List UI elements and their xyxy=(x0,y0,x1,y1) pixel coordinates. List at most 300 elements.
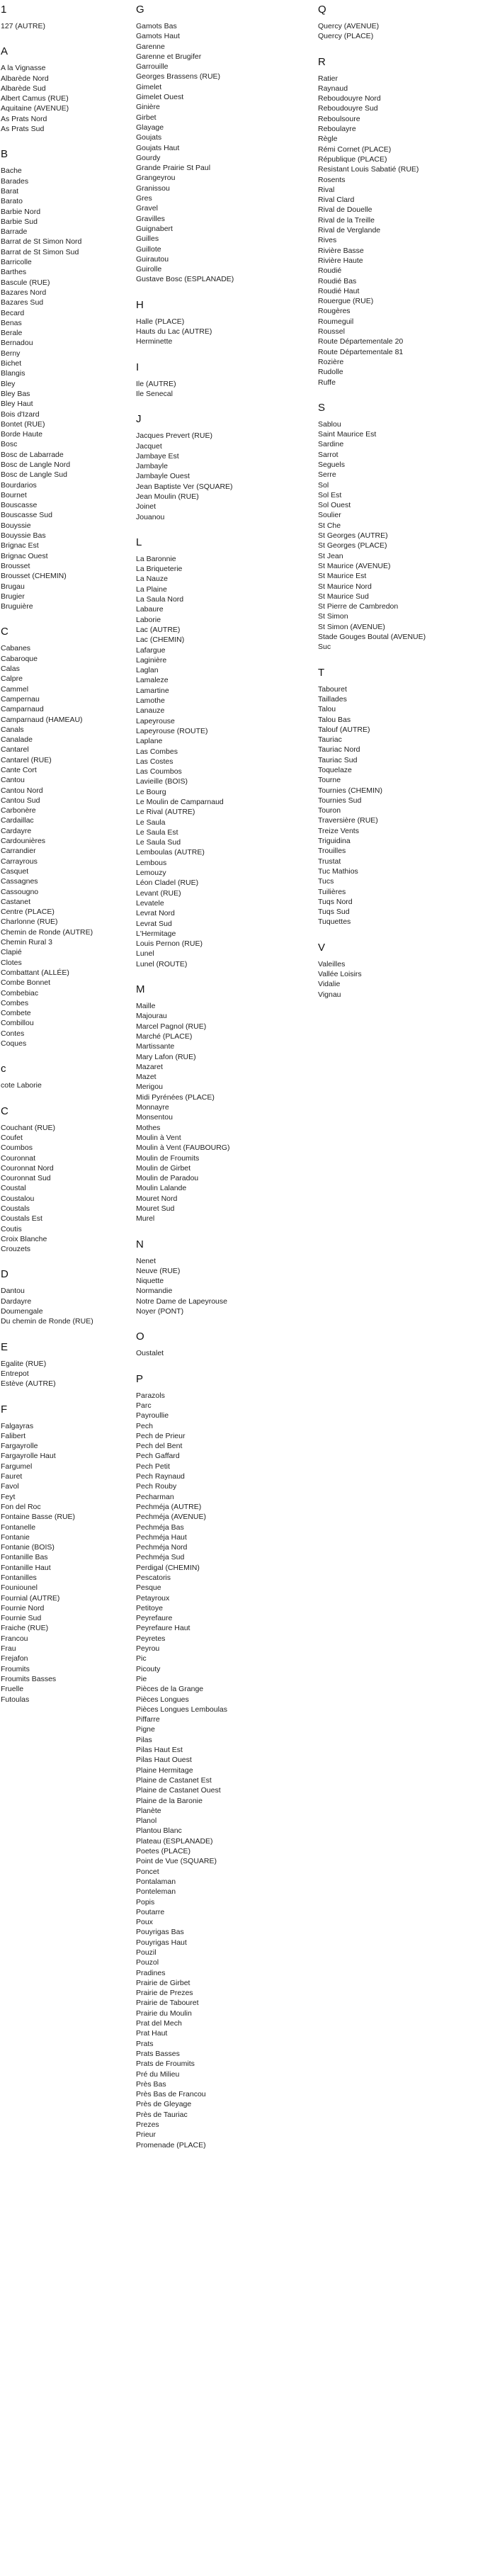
street-link[interactable]: Laborie xyxy=(136,615,161,624)
street-link[interactable]: Moulin de Froumits xyxy=(136,1153,200,1163)
street-link[interactable]: Coustals Est xyxy=(1,1214,42,1224)
street-link[interactable]: Moulin à Vent (FAUBOURG) xyxy=(136,1143,230,1153)
street-link[interactable]: Plateau (ESPLANADE) xyxy=(136,1836,213,1846)
street-link[interactable]: Bley Bas xyxy=(1,389,30,398)
street-link[interactable]: Georges Brassens (RUE) xyxy=(136,72,221,81)
street-link[interactable]: Pilas Haut Est xyxy=(136,1746,183,1755)
street-link[interactable]: Grande Prairie St Paul xyxy=(136,164,211,173)
street-link[interactable]: Borde Haute xyxy=(1,430,42,439)
street-link[interactable]: Planète xyxy=(136,1806,161,1815)
street-link[interactable]: Peyrefaure xyxy=(136,1614,173,1623)
street-link[interactable]: Fournie Sud xyxy=(1,1614,42,1623)
street-link[interactable]: 127 (AUTRE) xyxy=(1,22,46,30)
street-link[interactable]: Le Bourg xyxy=(136,787,166,796)
street-link[interactable]: Cardaillac xyxy=(1,816,34,825)
street-link[interactable]: Poux xyxy=(136,1918,153,1927)
street-link[interactable]: Reboulayre xyxy=(318,125,356,134)
street-link[interactable]: Moulin de Paradou xyxy=(136,1174,199,1183)
street-link[interactable]: Roumeguil xyxy=(318,317,354,326)
street-link[interactable]: Castanet xyxy=(1,897,31,906)
street-link[interactable]: Pecharman xyxy=(136,1492,174,1501)
street-link[interactable]: Payroullie xyxy=(136,1411,169,1420)
street-link[interactable]: As Prats Nord xyxy=(1,114,47,123)
street-link[interactable]: Cantarel (RUE) xyxy=(1,755,52,764)
street-link[interactable]: La Nauze xyxy=(136,575,168,584)
street-link[interactable]: Picouty xyxy=(136,1664,161,1673)
street-link[interactable]: Gravel xyxy=(136,204,158,213)
street-link[interactable]: Mouret Sud xyxy=(136,1204,175,1213)
street-link[interactable]: Reboulsoure xyxy=(318,114,360,123)
street-link[interactable]: Prairie de Prezes xyxy=(136,1989,193,1998)
street-link[interactable]: Ile Senecal xyxy=(136,389,173,398)
street-link[interactable]: Tucs xyxy=(318,877,334,886)
street-link[interactable]: Mothes xyxy=(136,1123,161,1132)
street-link[interactable]: Rosents xyxy=(318,175,346,184)
street-link[interactable]: Aquitaine (AVENUE) xyxy=(1,104,69,113)
street-link[interactable]: Gimelet Ouest xyxy=(136,93,184,102)
street-link[interactable]: Coustals xyxy=(1,1204,30,1213)
street-link[interactable]: Dantou xyxy=(1,1287,25,1296)
street-link[interactable]: La Saula Nord xyxy=(136,595,184,604)
street-link[interactable]: Jambayle Ouest xyxy=(136,472,190,481)
street-link[interactable]: Albarède Sud xyxy=(1,84,46,93)
street-link[interactable]: Girbet xyxy=(136,113,157,122)
street-link[interactable]: Pechméja Haut xyxy=(136,1532,187,1542)
street-link[interactable]: Parc xyxy=(136,1401,152,1410)
street-link[interactable]: Lac (CHEMIN) xyxy=(136,635,185,645)
street-link[interactable]: Peyretes xyxy=(136,1634,166,1643)
street-link[interactable]: Ratier xyxy=(318,74,338,83)
street-link[interactable]: Entrepot xyxy=(1,1369,29,1378)
street-link[interactable]: Rival de Verglande xyxy=(318,226,381,235)
street-link[interactable]: Lafargue xyxy=(136,645,166,655)
street-link[interactable]: Petitoye xyxy=(136,1603,163,1612)
street-link[interactable]: Francou xyxy=(1,1634,28,1643)
street-link[interactable]: Cantou xyxy=(1,776,25,785)
street-link[interactable]: Cammel xyxy=(1,684,29,694)
street-link[interactable]: Fargayrolle xyxy=(1,1442,38,1451)
street-link[interactable]: Prairie du Moulin xyxy=(136,2009,192,2018)
street-link[interactable]: Calas xyxy=(1,665,20,674)
street-link[interactable]: Cante Cort xyxy=(1,766,37,774)
street-link[interactable]: Règle xyxy=(318,135,338,144)
street-link[interactable]: Tourne xyxy=(318,776,341,785)
street-link[interactable]: Soulier xyxy=(318,511,341,520)
street-link[interactable]: Couronnat Sud xyxy=(1,1174,51,1183)
street-link[interactable]: Murel xyxy=(136,1214,155,1224)
street-link[interactable]: Jouanou xyxy=(136,512,165,521)
street-link[interactable]: Sol Est xyxy=(318,490,342,499)
street-link[interactable]: Prezes xyxy=(136,2120,159,2130)
street-link[interactable]: Las Coumbos xyxy=(136,767,182,776)
street-link[interactable]: St Maurice Est xyxy=(318,572,367,581)
street-link[interactable]: Las Costes xyxy=(136,757,173,766)
street-link[interactable]: Chemin Rural 3 xyxy=(1,938,52,947)
street-link[interactable]: Barat xyxy=(1,186,19,196)
street-link[interactable]: Berny xyxy=(1,349,21,358)
street-link[interactable]: Bascule (RUE) xyxy=(1,278,50,287)
street-link[interactable]: Barbie Sud xyxy=(1,217,38,226)
street-link[interactable]: Pilas Haut Ouest xyxy=(136,1756,192,1765)
street-link[interactable]: Rougères xyxy=(318,307,351,316)
street-link[interactable]: Mouret Nord xyxy=(136,1194,178,1203)
street-link[interactable]: Cantarel xyxy=(1,745,29,755)
street-link[interactable]: Point de Vue (SQUARE) xyxy=(136,1857,217,1866)
street-link[interactable]: Prairie de Tabouret xyxy=(136,1999,199,2008)
street-link[interactable]: Bontet (RUE) xyxy=(1,419,45,429)
street-link[interactable]: Marcel Pagnol (RUE) xyxy=(136,1022,207,1031)
street-link[interactable]: Rémi Cornet (PLACE) xyxy=(318,145,392,154)
street-link[interactable]: Seguels xyxy=(318,460,345,469)
street-link[interactable]: Moulin Lalande xyxy=(136,1184,187,1193)
street-link[interactable]: Près de Tauriac xyxy=(136,2110,188,2119)
street-link[interactable]: Poetes (PLACE) xyxy=(136,1847,191,1856)
street-link[interactable]: Carrayrous xyxy=(1,857,38,866)
street-link[interactable]: Calpre xyxy=(1,674,23,684)
street-link[interactable]: Fontanille Bas xyxy=(1,1553,48,1562)
street-link[interactable]: Barrat de St Simon Nord xyxy=(1,237,82,247)
street-link[interactable]: Jean Moulin (RUE) xyxy=(136,492,199,501)
street-link[interactable]: Contes xyxy=(1,1029,25,1038)
street-link[interactable]: Coufet xyxy=(1,1133,23,1142)
street-link[interactable]: Laginière xyxy=(136,655,167,665)
street-link[interactable]: Camparnaud (HAMEAU) xyxy=(1,715,83,724)
street-link[interactable]: Levrat Sud xyxy=(136,919,172,928)
street-link[interactable]: Gravilles xyxy=(136,214,165,223)
street-link[interactable]: Près Bas xyxy=(136,2079,166,2089)
street-link[interactable]: St Simon xyxy=(318,612,348,621)
street-link[interactable]: Brugau xyxy=(1,582,25,591)
street-link[interactable]: Tournies Sud xyxy=(318,796,362,805)
street-link[interactable]: Combete xyxy=(1,1009,31,1018)
street-link[interactable]: Tuilières xyxy=(318,887,346,896)
street-link[interactable]: Lamothe xyxy=(136,696,165,706)
street-link[interactable]: Pradines xyxy=(136,1968,166,1977)
street-link[interactable]: Gourdy xyxy=(136,153,161,162)
street-link[interactable]: Gres xyxy=(136,194,152,203)
street-link[interactable]: Saint Maurice Est xyxy=(318,430,377,439)
street-link[interactable]: Tuqs Sud xyxy=(318,908,350,917)
street-link[interactable]: Du chemin de Ronde (RUE) xyxy=(1,1317,93,1326)
street-link[interactable]: Pech Gaffard xyxy=(136,1452,180,1461)
street-link[interactable]: Monnayre xyxy=(136,1103,169,1112)
street-link[interactable]: Pech del Bent xyxy=(136,1442,183,1451)
street-link[interactable]: Bouscasse Sud xyxy=(1,511,52,520)
street-link[interactable]: Coustalou xyxy=(1,1194,35,1203)
street-link[interactable]: Lembous xyxy=(136,858,167,867)
street-link[interactable]: Combebiac xyxy=(1,988,39,998)
street-link[interactable]: Gustave Bosc (ESPLANADE) xyxy=(136,275,234,284)
street-link[interactable]: La Baronnie xyxy=(136,554,176,563)
street-link[interactable]: Clotes xyxy=(1,958,22,967)
street-link[interactable]: Fruelle xyxy=(1,1685,24,1694)
street-link[interactable]: Hauts du Lac (AUTRE) xyxy=(136,327,212,337)
street-link[interactable]: Couronnat Nord xyxy=(1,1163,54,1173)
street-link[interactable]: Las Combes xyxy=(136,747,178,756)
street-link[interactable]: Jacquet xyxy=(136,441,162,451)
street-link[interactable]: Rives xyxy=(318,236,337,245)
street-link[interactable]: Peyrou xyxy=(136,1644,160,1654)
street-link[interactable]: Talouf (AUTRE) xyxy=(318,725,370,734)
street-link[interactable]: Doumengale xyxy=(1,1307,43,1316)
street-link[interactable]: Pièces Longues xyxy=(136,1695,189,1704)
street-link[interactable]: Rivière Haute xyxy=(318,256,363,265)
street-link[interactable]: Pesque xyxy=(136,1583,161,1593)
street-link[interactable]: Brignac Ouest xyxy=(1,551,48,560)
street-link[interactable]: Pech de Prieur xyxy=(136,1431,186,1440)
street-link[interactable]: Petayroux xyxy=(136,1593,170,1603)
street-link[interactable]: Sablou xyxy=(318,419,341,429)
street-link[interactable]: Barbie Nord xyxy=(1,207,41,216)
street-link[interactable]: Valeilles xyxy=(318,959,346,968)
street-link[interactable]: Rival de la Treille xyxy=(318,215,375,225)
street-link[interactable]: Combattant (ALLÉE) xyxy=(1,968,69,977)
street-link[interactable]: Sol Ouest xyxy=(318,501,351,510)
street-link[interactable]: Coques xyxy=(1,1039,27,1049)
street-link[interactable]: Guilles xyxy=(136,235,159,244)
street-link[interactable]: Lemouzy xyxy=(136,869,166,878)
street-link[interactable]: Le Saula Est xyxy=(136,827,178,837)
street-link[interactable]: Peyrefaure Haut xyxy=(136,1624,190,1633)
street-link[interactable]: Bouyssie Bas xyxy=(1,531,46,541)
street-link[interactable]: Jacques Prevert (RUE) xyxy=(136,431,212,441)
street-link[interactable]: Midi Pyrénées (PLACE) xyxy=(136,1092,215,1102)
street-link[interactable]: République (PLACE) xyxy=(318,154,387,164)
street-link[interactable]: Monsentou xyxy=(136,1113,173,1122)
street-link[interactable]: Joinet xyxy=(136,502,157,512)
street-link[interactable]: Bosc xyxy=(1,440,18,449)
street-link[interactable]: Rozière xyxy=(318,357,344,366)
street-link[interactable]: Feyt xyxy=(1,1492,16,1501)
street-link[interactable]: Sarrot xyxy=(318,450,338,459)
street-link[interactable]: Resistant Louis Sabatié (RUE) xyxy=(318,165,419,174)
street-link[interactable]: Pechméja Sud xyxy=(136,1553,185,1562)
street-link[interactable]: Rudolle xyxy=(318,368,343,377)
street-link[interactable]: Quercy (PLACE) xyxy=(318,32,374,41)
street-link[interactable]: St Georges (PLACE) xyxy=(318,541,387,550)
street-link[interactable]: Pontalaman xyxy=(136,1877,176,1886)
street-link[interactable]: Tabouret xyxy=(318,684,347,694)
street-link[interactable]: Cardounières xyxy=(1,837,46,846)
street-link[interactable]: Bois d'Izard xyxy=(1,409,40,419)
street-link[interactable]: St Georges (AUTRE) xyxy=(318,531,388,541)
street-link[interactable]: Quercy (AVENUE) xyxy=(318,22,380,30)
street-link[interactable]: St Che xyxy=(318,521,341,530)
street-link[interactable]: Fontanie (BOIS) xyxy=(1,1543,55,1552)
street-link[interactable]: Toquelaze xyxy=(318,766,352,774)
street-link[interactable]: Combe Bonnet xyxy=(1,978,51,988)
street-link[interactable]: Pechméja (AVENUE) xyxy=(136,1513,207,1522)
street-link[interactable]: Estève (AUTRE) xyxy=(1,1379,56,1389)
street-link[interactable]: Bruguière xyxy=(1,602,33,611)
street-link[interactable]: L'Hermitage xyxy=(136,929,176,938)
street-link[interactable]: Tauriac Nord xyxy=(318,745,360,755)
street-link[interactable]: Majourau xyxy=(136,1012,167,1021)
street-link[interactable]: Planol xyxy=(136,1817,157,1826)
street-link[interactable]: Prats Basses xyxy=(136,2049,180,2058)
street-link[interactable]: Bazares Nord xyxy=(1,288,47,297)
street-link[interactable]: Croix Blanche xyxy=(1,1234,47,1243)
street-link[interactable]: Rival de Douelle xyxy=(318,205,372,215)
street-link[interactable]: St Maurice Sud xyxy=(318,592,369,601)
street-link[interactable]: Prairie de Girbet xyxy=(136,1978,190,1987)
street-link[interactable]: Brignac Est xyxy=(1,541,39,550)
street-link[interactable]: Tournies (CHEMIN) xyxy=(318,786,383,795)
street-link[interactable]: Raynaud xyxy=(318,84,348,93)
street-link[interactable]: Combillou xyxy=(1,1019,34,1028)
street-link[interactable]: Près de Gleyage xyxy=(136,2100,192,2109)
street-link[interactable]: Tauriac xyxy=(318,735,342,745)
street-link[interactable]: Halle (PLACE) xyxy=(136,317,185,326)
street-link[interactable]: Jambaye Est xyxy=(136,451,179,461)
street-link[interactable]: Le Moulin de Camparnaud xyxy=(136,798,224,806)
street-link[interactable]: Bache xyxy=(1,166,22,176)
street-link[interactable]: Poncet xyxy=(136,1867,159,1876)
street-link[interactable]: Tuqs Nord xyxy=(318,897,353,906)
street-link[interactable]: Bouyssie xyxy=(1,521,31,530)
street-link[interactable]: cote Laborie xyxy=(1,1081,42,1090)
street-link[interactable]: Goujats Haut xyxy=(136,143,180,152)
street-link[interactable]: Poutarre xyxy=(136,1907,165,1916)
street-link[interactable]: Le Saula xyxy=(136,818,166,827)
street-link[interactable]: Rival xyxy=(318,185,335,194)
street-link[interactable]: Carbonère xyxy=(1,806,36,815)
street-link[interactable]: Sol xyxy=(318,480,329,490)
street-link[interactable]: Merigou xyxy=(136,1083,163,1092)
street-link[interactable]: Reboudouyre Sud xyxy=(318,104,378,113)
street-link[interactable]: Mary Lafon (RUE) xyxy=(136,1052,196,1061)
street-link[interactable]: Roussel xyxy=(318,327,345,337)
street-link[interactable]: Prat del Mech xyxy=(136,2019,182,2028)
street-link[interactable]: Traversière (RUE) xyxy=(318,816,378,825)
street-link[interactable]: Cardayre xyxy=(1,826,32,835)
street-link[interactable]: Berale xyxy=(1,329,23,338)
street-link[interactable]: Serre xyxy=(318,470,336,480)
street-link[interactable]: Parazols xyxy=(136,1391,165,1400)
street-link[interactable]: Pré du Milieu xyxy=(136,2069,180,2079)
street-link[interactable]: Granissou xyxy=(136,183,170,193)
street-link[interactable]: Lunel (ROUTE) xyxy=(136,959,188,968)
street-link[interactable]: Neuve (RUE) xyxy=(136,1266,181,1275)
street-link[interactable]: Cantou Sud xyxy=(1,796,40,805)
street-link[interactable]: Barades xyxy=(1,176,29,186)
street-link[interactable]: Le Rival (AUTRE) xyxy=(136,808,195,817)
street-link[interactable]: Gimelet xyxy=(136,82,162,91)
street-link[interactable]: Pech Raynaud xyxy=(136,1472,185,1481)
street-link[interactable]: Benas xyxy=(1,318,22,327)
street-link[interactable]: Garenne xyxy=(136,42,165,51)
street-link[interactable]: Stade Gouges Boutal (AVENUE) xyxy=(318,633,426,642)
street-link[interactable]: Pescatoris xyxy=(136,1574,171,1582)
street-link[interactable]: Crouzets xyxy=(1,1245,31,1254)
street-link[interactable]: Pie xyxy=(136,1674,147,1683)
street-link[interactable]: Couchant (RUE) xyxy=(1,1123,56,1132)
street-link[interactable]: Bernadou xyxy=(1,339,33,348)
street-link[interactable]: Bosc de Labarrade xyxy=(1,450,64,459)
street-link[interactable]: Route Départementale 20 xyxy=(318,337,404,346)
street-link[interactable]: Tuquettes xyxy=(318,917,351,927)
street-link[interactable]: A la Vignasse xyxy=(1,64,46,73)
street-link[interactable]: Prieur xyxy=(136,2130,157,2140)
street-link[interactable]: Bosc de Langle Sud xyxy=(1,470,67,480)
street-link[interactable]: Lamaleze xyxy=(136,676,169,685)
street-link[interactable]: Pièces Longues Lemboulas xyxy=(136,1705,228,1714)
street-link[interactable]: Chemin de Ronde (AUTRE) xyxy=(1,927,93,937)
street-link[interactable]: Labaure xyxy=(136,605,164,614)
street-link[interactable]: Lemboulas (AUTRE) xyxy=(136,848,205,857)
street-link[interactable]: Becard xyxy=(1,308,25,317)
street-link[interactable]: Touron xyxy=(318,806,341,815)
street-link[interactable]: Reboudouyre Nord xyxy=(318,94,381,103)
street-link[interactable]: Bourdarios xyxy=(1,480,37,490)
street-link[interactable]: Lanauze xyxy=(136,706,165,716)
street-link[interactable]: Founiounel xyxy=(1,1583,38,1593)
street-link[interactable]: As Prats Sud xyxy=(1,125,45,134)
street-link[interactable]: Brousset xyxy=(1,561,30,570)
street-link[interactable]: Fon del Roc xyxy=(1,1502,41,1511)
street-link[interactable]: Lavieille (BOIS) xyxy=(136,777,188,786)
street-link[interactable]: Bley Haut xyxy=(1,400,33,409)
street-link[interactable]: Ponteleman xyxy=(136,1887,176,1897)
street-link[interactable]: Clapié xyxy=(1,948,22,957)
street-link[interactable]: Fargumel xyxy=(1,1462,33,1471)
street-link[interactable]: Pechméja Nord xyxy=(136,1543,188,1552)
street-link[interactable]: Blangis xyxy=(1,369,25,378)
street-link[interactable]: Prat Haut xyxy=(136,2029,168,2038)
street-link[interactable]: Trouilles xyxy=(318,847,346,856)
street-link[interactable]: Fontanelle xyxy=(1,1523,36,1532)
street-link[interactable]: Tuc Mathios xyxy=(318,866,358,876)
street-link[interactable]: Casquet xyxy=(1,866,29,876)
street-link[interactable]: St Simon (AVENUE) xyxy=(318,622,385,631)
street-link[interactable]: Guignabert xyxy=(136,224,173,233)
street-link[interactable]: Taillades xyxy=(318,694,347,704)
street-link[interactable]: Talou xyxy=(318,705,336,714)
street-link[interactable]: Rouergue (RUE) xyxy=(318,297,374,306)
street-link[interactable]: Perdigal (CHEMIN) xyxy=(136,1563,200,1572)
street-link[interactable]: Guillote xyxy=(136,244,161,254)
street-link[interactable]: Egalite (RUE) xyxy=(1,1359,47,1368)
street-link[interactable]: Cassougno xyxy=(1,887,39,896)
street-link[interactable]: Promenade (PLACE) xyxy=(136,2140,206,2150)
street-link[interactable]: Plantou Blanc xyxy=(136,1826,182,1836)
street-link[interactable]: Charlonne (RUE) xyxy=(1,917,58,927)
street-link[interactable]: Froumits xyxy=(1,1664,30,1673)
street-link[interactable]: Sardine xyxy=(318,440,344,449)
street-link[interactable]: Barato xyxy=(1,197,23,206)
street-link[interactable]: Maille xyxy=(136,1002,156,1011)
street-link[interactable]: Ginière xyxy=(136,103,160,112)
street-link[interactable]: Pouzol xyxy=(136,1958,159,1967)
street-link[interactable]: Martissante xyxy=(136,1042,175,1051)
street-link[interactable]: Pouzil xyxy=(136,1948,157,1957)
street-link[interactable]: Brousset (CHEMIN) xyxy=(1,572,67,581)
street-link[interactable]: Lac (AUTRE) xyxy=(136,625,181,634)
street-link[interactable]: Marché (PLACE) xyxy=(136,1032,193,1041)
street-link[interactable]: Fargayrolle Haut xyxy=(1,1452,56,1461)
street-link[interactable]: Suc xyxy=(318,643,331,652)
street-link[interactable]: Garrouille xyxy=(136,62,169,72)
street-link[interactable]: Jambayle xyxy=(136,462,168,471)
street-link[interactable]: Pigne xyxy=(136,1725,155,1734)
street-link[interactable]: Canals xyxy=(1,725,24,734)
street-link[interactable]: Cassagnes xyxy=(1,877,38,886)
street-link[interactable]: Rival Clard xyxy=(318,196,355,205)
street-link[interactable]: Roudié xyxy=(318,266,342,276)
street-link[interactable]: Bley xyxy=(1,379,16,388)
street-link[interactable]: Pechméja Bas xyxy=(136,1523,184,1532)
street-link[interactable]: St Maurice (AVENUE) xyxy=(318,561,391,570)
